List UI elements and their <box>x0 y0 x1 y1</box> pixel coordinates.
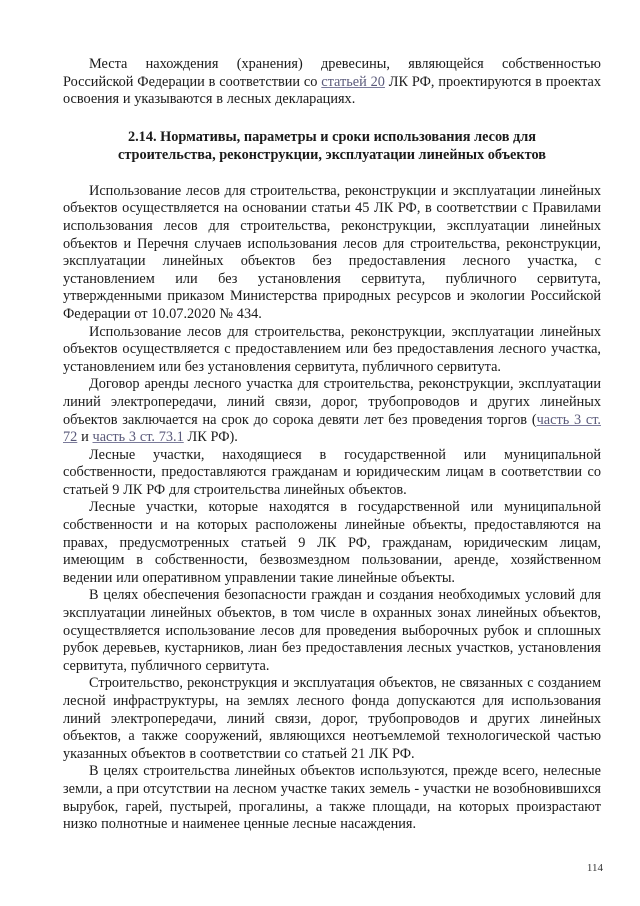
body-paragraph: Лесные участки, которые находятся в государственной или муниципальной собственности и на которых расположены линейные объекты, предоставляются на правах, предусмотренных статьей 9 ЛК РФ, гражданам, юридическим лицам, имеющим в собственности, безвозмездном пользовании, аренде, хозяйственном ведении или оперативном управлении такие линейные объекты. <box>63 499 601 586</box>
body-paragraph: Строительство, реконструкция и эксплуатация объектов, не связанных с созданием лесной инфраструктуры, на землях лесного фонда допускаются для использования линий электропередачи, линий связи, дорог, трубопроводов и других линейных объектов, а также сооружений, являющихся неотъемлемой технологической частью указанных объектов в соответствии со статьей 21 ЛК РФ. <box>63 675 601 762</box>
intro-text-after: ЛК РФ, проектируются в проектах освоения и указываются в лесных декларациях. <box>63 73 601 108</box>
lease-text-middle: и <box>77 429 93 446</box>
lease-text-before: Договор аренды лесного участка для строительства, реконструкции, эксплуатации линий электропередачи, линий связи, дорог, трубопроводов и других линейных объектов заключается на срок до сорока девяти лет без проведения торгов ( <box>63 376 601 428</box>
body-paragraph: Использование лесов для строительства, реконструкции, эксплуатации линейных объектов осуществляется с предоставлением или без предоставления лесного участка, установлением или без установления сервитута, публичного сервитута. <box>63 323 601 375</box>
body-paragraph: В целях обеспечения безопасности граждан и создания необходимых условий для эксплуатации линейных объектов, в том числе в охранных зонах линейных объектов, осуществляется использование лесов для проведения выборочных рубок и сплошных рубок деревьев, кустарников, лиан без предоставления лесных участков, установления сервитута, публичного сервитута. <box>63 587 601 674</box>
lease-text-after: ЛК РФ). <box>183 429 238 446</box>
intro-paragraph <box>63 56 601 109</box>
document-page <box>63 56 601 834</box>
section-heading: 2.14. Нормативы, параметры и сроки использования лесов для строительства, реконструкции, эксплуатации линейных объектов <box>118 128 546 163</box>
body-paragraph: В целях строительства линейных объектов используются, прежде всего, нелесные земли, а при отсутствии на лесном участке таких земель - участки не возобновившихся вырубок, гарей, пустырей, прогалины, а также площади, на которых произрастают низко полнотные и наименее ценные лесные насаждения. <box>63 763 601 833</box>
body-paragraph: Использование лесов для строительства, реконструкции и эксплуатации линейных объектов осуществляется на основании статьи 45 ЛК РФ, в соответствии с Правилами использования лесов для строительства, реконструкции, эксплуатации линейных объектов и Перечня случаев использования лесов для строительства, реконструкции, эксплуатации линейных объектов без предоставления лесного участка, с установлением или без установления сервитута, публичного сервитута, утвержденными приказом Министерства природных ресурсов и экологии Российской Федерации от 10.07.2020 № 434. <box>63 182 601 322</box>
body-paragraph: Лесные участки, находящиеся в государственной или муниципальной собственности, предоставляются гражданам и юридическим лицам в соответствии со статьей 9 ЛК РФ для строительства линейных объектов. <box>63 446 601 498</box>
article-20-link[interactable]: статьей 20 <box>321 73 385 90</box>
page-number: 114 <box>586 862 603 874</box>
article-73-1-link[interactable]: часть 3 ст. 73.1 <box>92 429 184 446</box>
lease-paragraph <box>63 376 601 446</box>
intro-text-before: Места нахождения (хранения) древесины, являющейся собственностью Российской Федерации в соответствии со <box>63 56 601 90</box>
article-72-link[interactable]: часть 3 ст. 72 <box>63 411 601 446</box>
